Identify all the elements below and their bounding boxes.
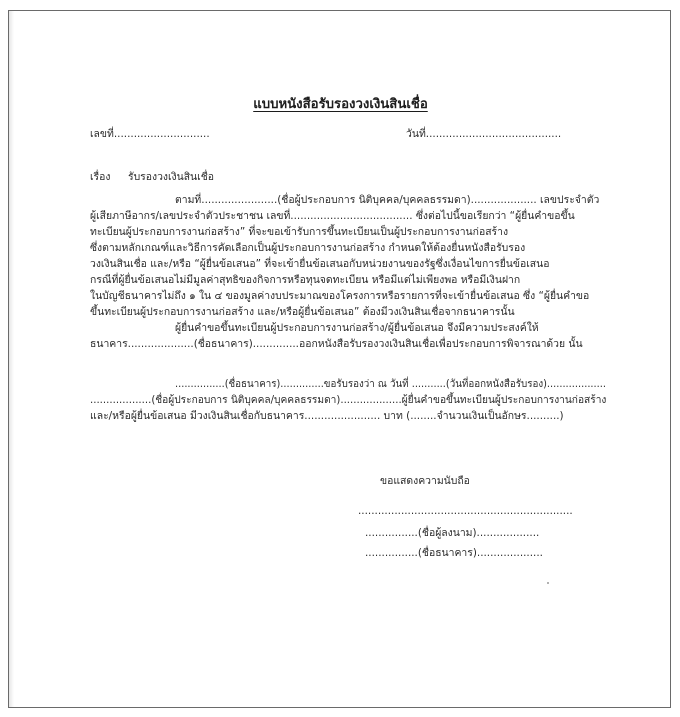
paragraph-3-line-2: ...................(ชื่อผู้ประกอบการ นิติบุคคล/บุคคลธรรมดา)...................ผู้ยื่นคำขอขึ้นทะเบียนผู้ประกอบการงานก่อสร้าง <box>90 394 607 406</box>
document-date-field: วันที่......................................... <box>406 128 562 140</box>
paragraph-3-line-3: และ/หรือผู้ยื่นข้อเสนอ มีวงเงินสินเชื่อกับธนาคาร....................... บาท (........จำนวนเงินเป็นอักษร..........) <box>90 410 564 422</box>
document-number-field: เลขที่............................. <box>90 128 210 140</box>
paragraph-1-line-7: ในบัญชีธนาคารไม่ถึง ๑ ใน ๔ ของมูลค่างบประมาณของโครงการหรือรายการที่จะเข้ายื่นข้อเสนอ ซึ่ง “ผู้ยื่นคำขอ <box>90 290 590 302</box>
paragraph-2-line-1: ผู้ยื่นคำขอขึ้นทะเบียนผู้ประกอบการงานก่อสร้าง/ผู้ยื่นข้อเสนอ จึงมีความประสงค์ให้ <box>175 322 539 334</box>
signer-bank-field: ................(ชื่อธนาคาร).................... <box>365 547 543 559</box>
paragraph-1-line-1: ตามที่.......................(ชื่อผู้ประกอบการ นิติบุคคล/บุคคลธรรมดา).................... เลขประจำตัว <box>175 194 600 206</box>
paragraph-1-line-5: วงเงินสินเชื่อ และ/หรือ “ผู้ยื่นข้อเสนอ” ที่จะเข้ายื่นข้อเสนอกับหน่วยงานของรัฐซึ่งเงื่อนไขการยื่นข้อเสนอ <box>90 258 550 270</box>
signature-line: ................................................................. <box>358 505 573 517</box>
paragraph-2-line-2: ธนาคาร....................(ชื่อธนาคาร)..............ออกหนังสือรับรองวงเงินสินเชื่อเพื่อประกอบการพิจารณาด้วย นั้น <box>90 338 583 350</box>
scan-speck <box>547 582 549 584</box>
subject-text: รับรองวงเงินสินเชื่อ <box>128 171 214 183</box>
paragraph-3-line-1: ................(ชื่อธนาคาร)..............ขอรับรองว่า ณ วันที่ ...........(วันที่ออกหนังสือรับรอง)................... <box>175 378 606 390</box>
paragraph-1-line-2: ผู้เสียภาษีอากร/เลขประจำตัวประชาชน เลขที่..................................... ซึ่งต่อไปนี้ขอเรียกว่า “ผู้ยื่นคำขอขึ้น <box>90 210 575 222</box>
page-edge-shadow <box>9 11 14 708</box>
paragraph-1-line-4: ซึ่งตามหลักเกณฑ์และวิธีการคัดเลือกเป็นผู้ประกอบการงานก่อสร้าง กำหนดให้ต้องยื่นหนังสือรับรอง <box>90 242 526 254</box>
subject-label: เรื่อง <box>90 171 111 183</box>
document-page <box>8 10 671 708</box>
paragraph-1-line-8: ขึ้นทะเบียนผู้ประกอบการงานก่อสร้าง และ/หรือผู้ยื่นข้อเสนอ” ต้องมีวงเงินสินเชื่อจากธนาคารนั้น <box>90 306 515 318</box>
document-title: แบบหนังสือรับรองวงเงินสินเชื่อ <box>253 97 428 112</box>
closing-salutation: ขอแสดงความนับถือ <box>380 475 470 487</box>
paragraph-1-line-3: ทะเบียนผู้ประกอบการงานก่อสร้าง” ที่จะขอเข้ารับการขึ้นทะเบียนเป็นผู้ประกอบการงานก่อสร้าง <box>90 226 509 238</box>
signer-name-field: ................(ชื่อผู้ลงนาม)................... <box>365 527 540 539</box>
paragraph-1-line-6: กรณีที่ผู้ยื่นข้อเสนอไม่มีมูลค่าสุทธิของกิจการหรือทุนจดทะเบียน หรือมีแต่ไม่เพียงพอ หรือมีเงินฝาก <box>90 274 521 286</box>
